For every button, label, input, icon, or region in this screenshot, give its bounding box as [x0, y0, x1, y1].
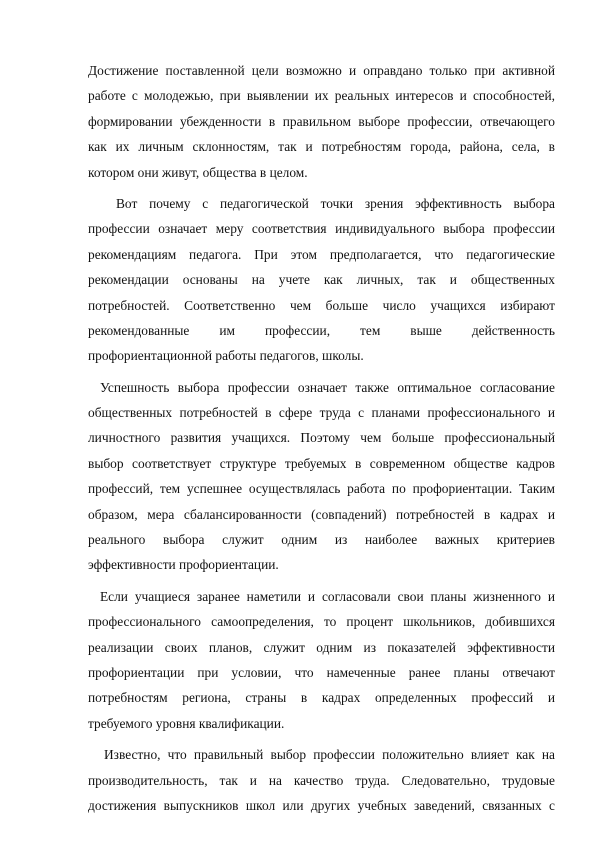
text-line: формировании убежденности в правильном выборе профессии, отвечающего	[88, 113, 555, 129]
text-line: рекомендованные им профессии, тем выше действенность	[88, 322, 555, 338]
text-line: Известно, что правильный выбор профессии положительно влияет как на	[104, 747, 555, 763]
paragraph	[88, 584, 555, 736]
text-line: личностного развития учащихся. Поэтому чем больше профессиональный	[88, 430, 555, 446]
paragraph	[88, 58, 555, 185]
text-line: профориентации при условии, что намеченные ранее планы отвечают	[88, 664, 555, 680]
text-line: рекомендации основаны на учете как личных, так и общественных	[88, 272, 555, 288]
text-line: Если учащиеся заранее наметили и согласовали свои планы жизненного и	[100, 588, 555, 604]
paragraph	[88, 191, 555, 369]
text-line: потребностей. Соответственно чем больше число учащихся избирают	[88, 297, 555, 313]
text-line: профессии означает меру соответствия индивидуального выбора профессии	[88, 221, 555, 237]
text-line: котором они живут, общества в целом.	[88, 164, 308, 180]
text-line: как их личным склонностям, так и потребностям города, района, села, в	[88, 139, 555, 155]
text-line: выбор соответствует структуре требуемых в современном обществе кадров	[88, 455, 555, 471]
text-line: образом, мера сбалансированности (совпадений) потребностей в кадрах и	[88, 506, 555, 522]
text-line: профориентационной работы педагогов, школы.	[88, 348, 364, 364]
text-line: профессий, тем успешнее осуществлялась работа по профориентации. Таким	[88, 481, 555, 497]
text-line: реального выбора служит одним из наиболее важных критериев	[88, 532, 555, 548]
text-line: достижения выпускников школ или других учебных заведений, связанных с	[88, 797, 555, 813]
paragraph	[88, 742, 555, 818]
text-line: требуемого уровня квалификации.	[88, 715, 285, 731]
document-body	[88, 58, 555, 818]
text-line: реализации своих планов, служит одним из показателей эффективности	[88, 639, 555, 655]
text-line: профессионального самоопределения, то процент школьников, добившихся	[88, 614, 555, 630]
text-line: потребностям региона, страны в кадрах определенных профессий и	[88, 690, 555, 706]
text-line: рекомендациям педагога. При этом предполагается, что педагогические	[88, 246, 555, 262]
text-line: производительность, так и на качество труда. Следовательно, трудовые	[88, 772, 555, 788]
text-line: эффективности профориентации.	[88, 557, 279, 573]
text-line: Достижение поставленной цели возможно и оправдано только при активной	[88, 63, 555, 78]
text-line: работе с молодежью, при выявлении их реальных интересов и способностей,	[88, 88, 555, 104]
paragraph	[88, 375, 555, 578]
text-line: общественных потребностей в сфере труда с планами профессионального и	[88, 405, 555, 421]
text-line: Успешность выбора профессии означает также оптимальное согласование	[100, 379, 555, 395]
text-line: Вот почему с педагогической точки зрения эффективность выбора	[116, 195, 555, 211]
